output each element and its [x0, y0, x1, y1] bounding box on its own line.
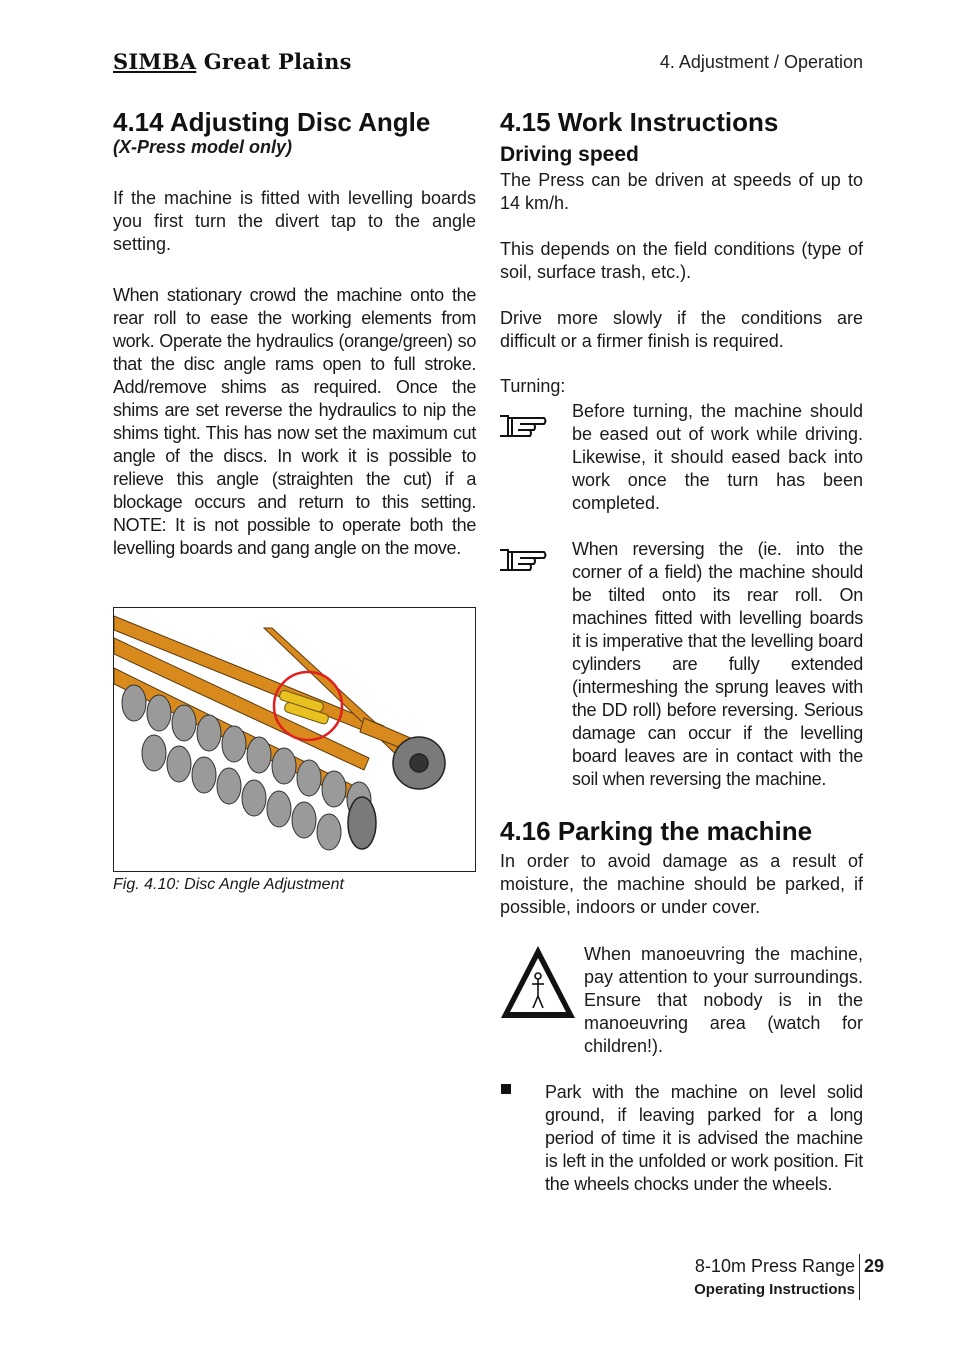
- page-number: 29: [864, 1256, 885, 1276]
- note-turning: Before turning, the machine should be eased out of work while driving. Likewise, it should eased back into work once the turn has been completed.: [572, 401, 863, 513]
- figure-disc-angle: [113, 607, 476, 872]
- subtitle-xpress: (X-Press model only): [113, 137, 293, 157]
- heading-4-14: 4.14 Adjusting Disc Angle: [113, 107, 431, 137]
- note-reversing: When reversing the (ie. into the corner of a field) the machine should be tilted onto its rear roll. On machines fitted with levelling boards it is imperative that the levelling board cylinders are fully extended (intermeshing the sprung leaves with the DD roll) before reversing. Serious damage can occur if the levelling board leaves are in contact with the soil when reversing the machine.: [572, 539, 863, 789]
- paragraph-divert-tap: If the machine is fitted with levelling boards you first turn the divert tap to the angle setting.: [113, 188, 476, 254]
- footer-range: 8-10m Press Range: [694, 1256, 855, 1276]
- paragraph-procedure: When stationary crowd the machine onto the rear roll to ease the working elements from work. Operate the hydraulics (orange/green) so that the disc angle rams open to full stroke. Add/remove shims as required. Once the shims are set reverse the hydraulics to nip the shims tight. This has now set the maximum cut angle of the discs. In work it is possible to relieve this angle (straighten the cut) if a blockage occurs and return to this setting. NOTE: It is not possible to operate both the levelling boards and gang angle on the move.: [113, 285, 476, 558]
- heading-driving-speed: Driving speed: [500, 143, 639, 166]
- section-label: 4. Adjustment / Operation: [659, 52, 863, 72]
- figure-caption: Fig. 4.10: Disc Angle Adjustment: [113, 876, 344, 893]
- warning-triangle-icon: [499, 944, 577, 1025]
- brand-logo: [113, 49, 352, 74]
- machine-illustration: [114, 608, 475, 871]
- paragraph-field-conditions: This depends on the field conditions (type of soil, surface trash, etc.).: [500, 239, 863, 282]
- bullet-square-icon: [501, 1084, 511, 1094]
- heading-4-15: 4.15 Work Instructions: [500, 107, 779, 137]
- paragraph-drive-slowly: Drive more slowly if the conditions are difficult or a firmer finish is required.: [500, 308, 863, 351]
- bullet-park: Park with the machine on level solid ground, if leaving parked for a long period of time it is advised the machine is left in the unfolded or work position. Fit the wheels chocks under the wheels.: [545, 1082, 863, 1194]
- brand-simba: SIMBA: [113, 49, 197, 74]
- label-turning: Turning:: [500, 376, 566, 396]
- paragraph-speed: The Press can be driven at speeds of up to 14 km/h.: [500, 170, 863, 213]
- brand-great-plains: Great Plains: [196, 49, 352, 74]
- heading-4-16: 4.16 Parking the machine: [500, 816, 813, 846]
- footer-divider: [859, 1254, 860, 1300]
- warning-manoeuvring: When manoeuvring the machine, pay attention to your surroundings. Ensure that nobody is in the manoeuvring area (watch for children!).: [584, 944, 863, 1056]
- footer-operating-instructions: Operating Instructions: [694, 1281, 855, 1298]
- pointing-hand-icon: [498, 410, 548, 445]
- paragraph-parking: In order to avoid damage as a result of moisture, the machine should be parked, if possible, indoors or under cover.: [500, 851, 863, 917]
- pointing-hand-icon: [498, 544, 548, 579]
